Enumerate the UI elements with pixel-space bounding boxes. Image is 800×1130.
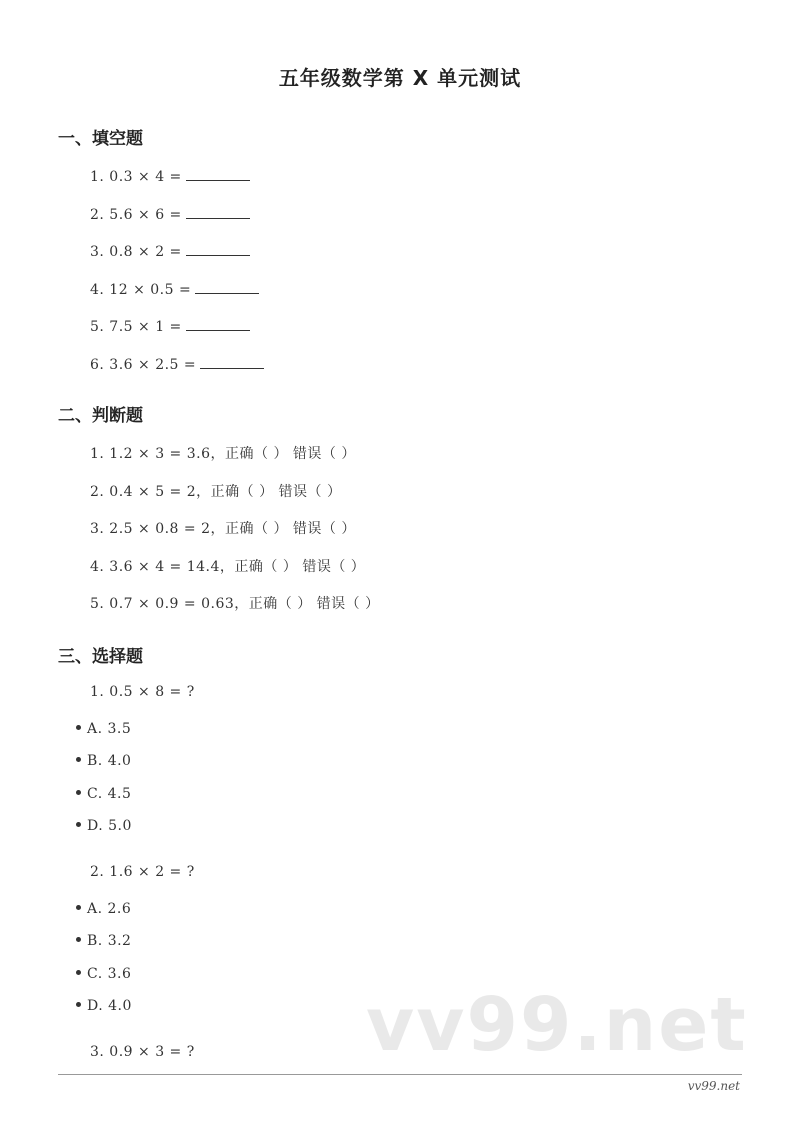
true-false-item: 3. 2.5 × 0.8 = 2，正确（ ） 错误（ ） bbox=[90, 521, 356, 537]
section-heading-multiple-choice: 三、选择题 bbox=[58, 647, 143, 667]
choice-question: 3. 0.9 × 3 = ? bbox=[90, 1044, 195, 1060]
answer-blank bbox=[200, 354, 264, 369]
choice-option bbox=[76, 818, 132, 834]
fill-blank-question: 3. 0.8 × 2 = bbox=[90, 244, 182, 260]
fill-blank-item bbox=[90, 279, 259, 298]
fill-blank-item bbox=[90, 204, 250, 223]
bullet-icon bbox=[76, 822, 81, 827]
choice-option bbox=[76, 933, 131, 949]
fill-blank-question: 2. 5.6 × 6 = bbox=[90, 207, 182, 223]
choice-option-label: A. 2.6 bbox=[87, 901, 132, 917]
choice-option-label: C. 4.5 bbox=[87, 786, 132, 802]
fill-blank-item bbox=[90, 354, 264, 373]
true-false-item: 2. 0.4 × 5 = 2，正确（ ） 错误（ ） bbox=[90, 484, 342, 500]
answer-blank bbox=[186, 166, 250, 181]
choice-option bbox=[76, 901, 131, 917]
bullet-icon bbox=[76, 725, 81, 730]
choice-option bbox=[76, 753, 131, 769]
choice-option bbox=[76, 786, 131, 802]
watermark: vv99.net bbox=[366, 982, 748, 1068]
choice-option-label: A. 3.5 bbox=[87, 721, 132, 737]
bullet-icon bbox=[76, 1002, 81, 1007]
true-false-item: 1. 1.2 × 3 = 3.6，正确（ ） 错误（ ） bbox=[90, 446, 356, 462]
footer-divider bbox=[58, 1074, 742, 1075]
bullet-icon bbox=[76, 757, 81, 762]
fill-blank-item bbox=[90, 166, 250, 185]
bullet-icon bbox=[76, 937, 81, 942]
bullet-icon bbox=[76, 970, 81, 975]
bullet-icon bbox=[76, 905, 81, 910]
section-heading-fill-blank: 一、填空题 bbox=[58, 129, 143, 149]
fill-blank-question: 5. 7.5 × 1 = bbox=[90, 319, 182, 335]
choice-option bbox=[76, 966, 131, 982]
answer-blank bbox=[186, 204, 250, 219]
choice-option bbox=[76, 998, 132, 1014]
bullet-icon bbox=[76, 790, 81, 795]
page-title: 五年级数学第 X 单元测试 bbox=[278, 66, 522, 90]
fill-blank-question: 1. 0.3 × 4 = bbox=[90, 169, 182, 185]
answer-blank bbox=[186, 241, 250, 256]
fill-blank-item bbox=[90, 316, 250, 335]
choice-option-label: C. 3.6 bbox=[87, 966, 132, 982]
choice-question: 1. 0.5 × 8 = ? bbox=[90, 684, 195, 700]
answer-blank bbox=[195, 279, 259, 294]
fill-blank-question: 6. 3.6 × 2.5 = bbox=[90, 357, 197, 373]
true-false-item: 4. 3.6 × 4 = 14.4，正确（ ） 错误（ ） bbox=[90, 559, 366, 575]
choice-option-label: D. 4.0 bbox=[87, 998, 132, 1014]
true-false-item: 5. 0.7 × 0.9 = 0.63，正确（ ） 错误（ ） bbox=[90, 596, 380, 612]
fill-blank-item bbox=[90, 241, 250, 260]
choice-question: 2. 1.6 × 2 = ? bbox=[90, 864, 195, 880]
answer-blank bbox=[186, 316, 250, 331]
choice-option-label: B. 4.0 bbox=[87, 753, 132, 769]
choice-option-label: B. 3.2 bbox=[87, 933, 132, 949]
choice-option bbox=[76, 721, 131, 737]
fill-blank-question: 4. 12 × 0.5 = bbox=[90, 282, 192, 298]
section-heading-true-false: 二、判断题 bbox=[58, 406, 143, 426]
footer-site-label: vv99.net bbox=[687, 1079, 740, 1093]
choice-option-label: D. 5.0 bbox=[87, 818, 132, 834]
